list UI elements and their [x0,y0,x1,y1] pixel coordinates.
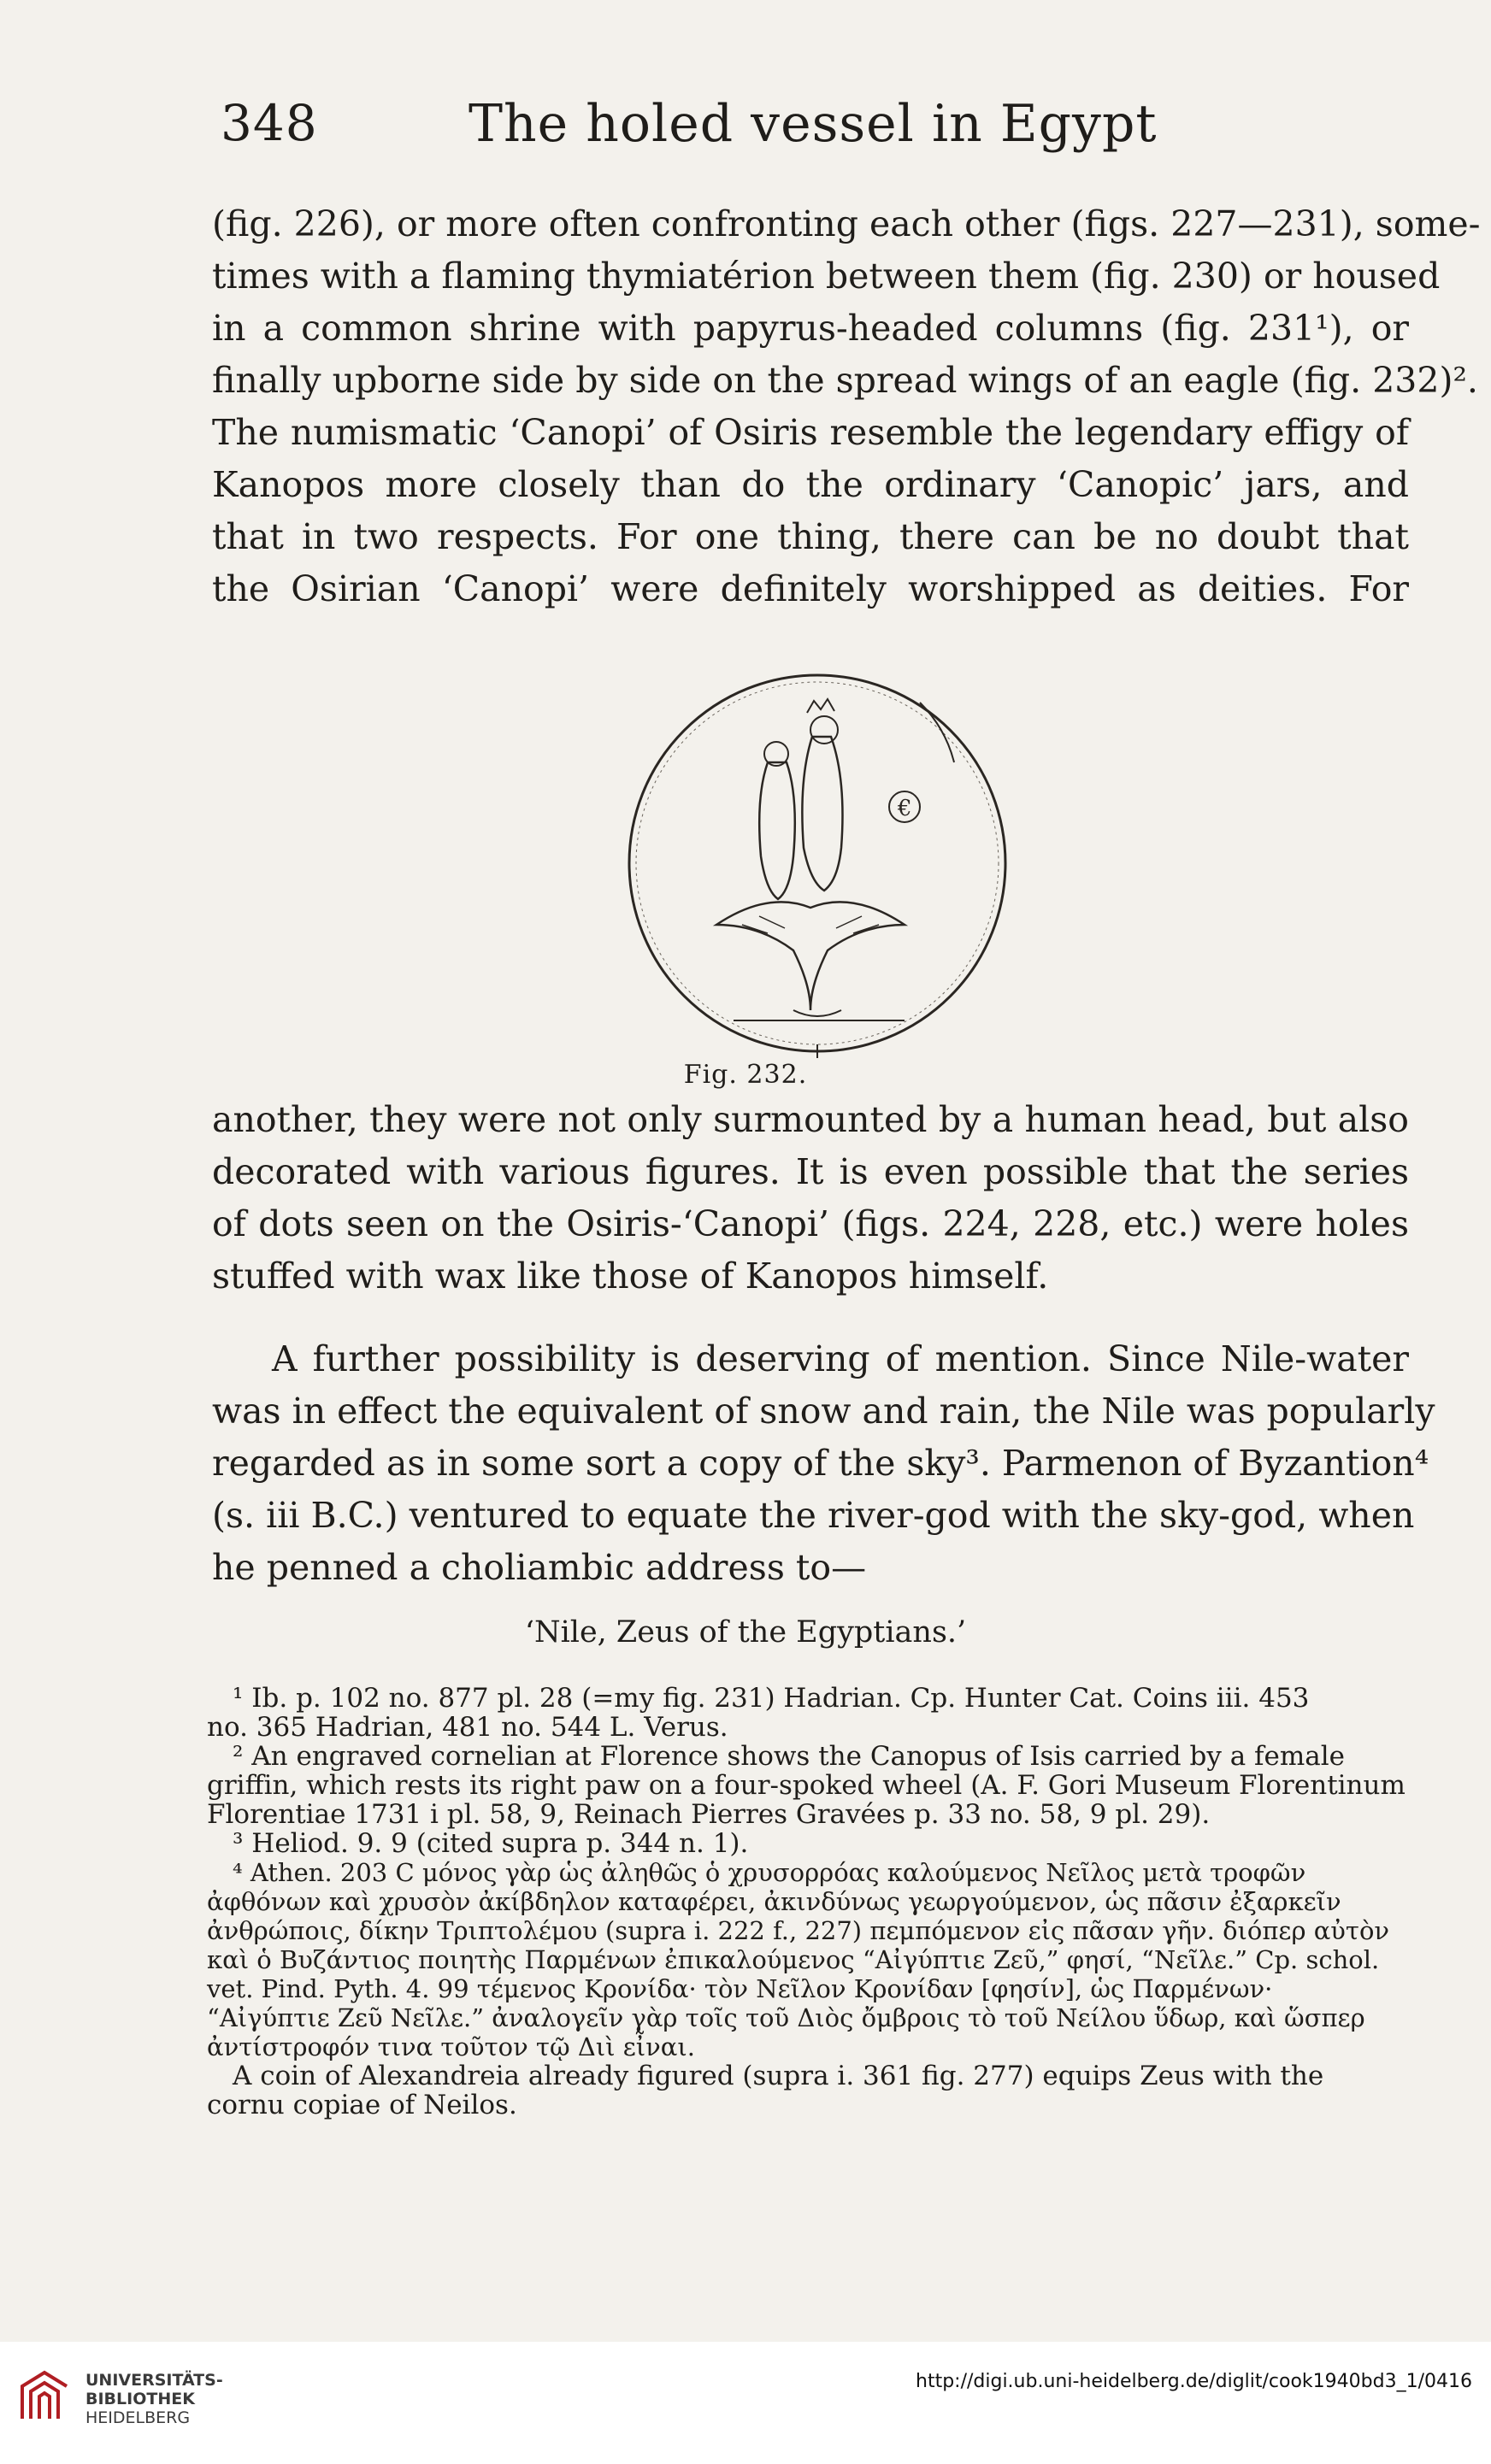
library-name [85,2371,223,2427]
footnote-line: ἀφθόνων καὶ χρυσὸν ἀκίβδηλον καταφέρει, ἀκινδύνως γεωργούμενον, ὡς πᾶσιν ἐξαρκεῖν [207,1887,1341,1916]
text-line: of dots seen on the Osiris-‘Canopi’ (figs. 224, 228, etc.) were holes [212,1203,1409,1244]
text-line: Kanopos more closely than do the ordinary ‘Canopic’ jars, and [212,464,1409,505]
footnote-line: “Αἰγύπτιε Ζεῦ Νεῖλε.” ἀναλογεῖν γὰρ τοῖς τοῦ Διὸς ὄμβροις τὸ τοῦ Νείλου ὕδωρ, καὶ ὥσπερ [207,2003,1365,2032]
footnote-line: A coin of Alexandreia already figured (supra i. 361 fig. 277) equips Zeus with the [233,2061,1324,2091]
footnote-line: vet. Pind. Pyth. 4. 99 τέμενος Κρονίδα· τὸν Νεῖλον Κρονίδαν [φησίν], ὡς Παρμένων· [207,1974,1273,2003]
text-line: regarded as in some sort a copy of the sky³. Parmenon of Byzantion⁴ [212,1443,1429,1484]
text-line: that in two respects. For one thing, there can be no doubt that [212,516,1409,557]
footnote-line: ἀντίστροφόν τινα τοῦτον τῷ Διὶ εἶναι. [207,2032,695,2061]
library-logo-icon[interactable] [15,2367,72,2427]
text-line: The numismatic ‘Canopi’ of Osiris resemble the legendary effigy of [212,412,1409,453]
paragraph-2 [212,1094,1409,1303]
svg-text:€: € [898,796,912,821]
footnote-line: griffin, which rests its right paw on a four-spoked wheel (A. F. Gori Museum Florentinum [207,1770,1406,1801]
text-line: A further possibility is deserving of mention. Since Nile-water [272,1338,1409,1379]
text-line: (fig. 226), or more often confronting each other (figs. 227—231), some- [212,203,1481,244]
footnote-line: καὶ ὁ Βυζάντιος ποιητὴς Παρμένων ἐπικαλούμενος “Αἰγύπτιε Ζεῦ,” φησί, “Νεῖλε.” Cp. schol. [207,1945,1380,1974]
footnote-line: ² An engraved cornelian at Florence shows the Canopus of Isis carried by a female [233,1741,1345,1772]
coin-illustration [622,668,1012,1058]
footnote-line: Florentiae 1731 i pl. 58, 9, Reinach Pierres Gravées p. 33 no. 58, 9 pl. 29). [207,1799,1211,1830]
text-line: (s. iii B.C.) ventured to equate the river-god with the sky-god, when [212,1495,1415,1536]
page-title: The holed vessel in Egypt [469,94,1158,154]
paragraph-1 [212,198,1481,615]
footnote-line: ἀνθρώποις, δίκην Τριπτολέμου (supra i. 222 f., 227) πεμπόμενον εἰς πᾶσαν γῆν. διόπερ αὐτὸν [207,1916,1390,1945]
page-number: 348 [221,94,318,152]
footnote-line: cornu copiae of Neilos. [207,2090,517,2120]
footnote-line: no. 365 Hadrian, 481 no. 544 L. Verus. [207,1712,728,1743]
footnote-line: ³ Heliod. 9. 9 (cited supra p. 344 n. 1). [233,1828,749,1859]
text-line: times with a flaming thymiatérion between them (fig. 230) or housed [212,256,1441,297]
text-line: the Osirian ‘Canopi’ were definitely worshipped as deities. For [212,568,1409,609]
text-line: stuffed with wax like those of Kanopos himself. [212,1256,1049,1297]
text-line: he penned a choliambic address to— [212,1547,867,1588]
library-name-line: BIBLIOTHEK [85,2390,195,2408]
source-url-link[interactable]: http://digi.ub.uni-heidelberg.de/diglit/cook1940bd3_1/0416 [916,2371,1472,2392]
block-quote: ‘Nile, Zeus of the Egyptians.’ [524,1615,967,1650]
figure-caption: Fig. 232. [683,1060,808,1090]
footnotes [207,1684,1421,2120]
text-line: was in effect the equivalent of snow and rain, the Nile was popularly [212,1391,1435,1432]
library-name-line: HEIDELBERG [85,2408,191,2427]
footnote-line: ¹ Ib. p. 102 no. 877 pl. 28 (=my fig. 231) Hadrian. Cp. Hunter Cat. Coins iii. 453 [233,1683,1310,1714]
text-line: another, they were not only surmounted by a human head, but also [212,1099,1409,1140]
text-line: decorated with various figures. It is even possible that the series [212,1151,1409,1192]
footnote-line: ⁴ Athen. 203 C μόνος γὰρ ὡς ἀληθῶς ὁ χρυσορρόας καλούμενος Νεῖλος μετὰ τροφῶν [233,1858,1306,1887]
paragraph-3 [212,1333,1435,1594]
text-line: in a common shrine with papyrus-headed columns (fig. 231¹), or [212,308,1409,349]
text-line: finally upborne side by side on the spread wings of an eagle (fig. 232)². [212,360,1478,401]
library-name-line: UNIVERSITÄTS- [85,2371,223,2390]
footer-bar [0,2342,1491,2464]
